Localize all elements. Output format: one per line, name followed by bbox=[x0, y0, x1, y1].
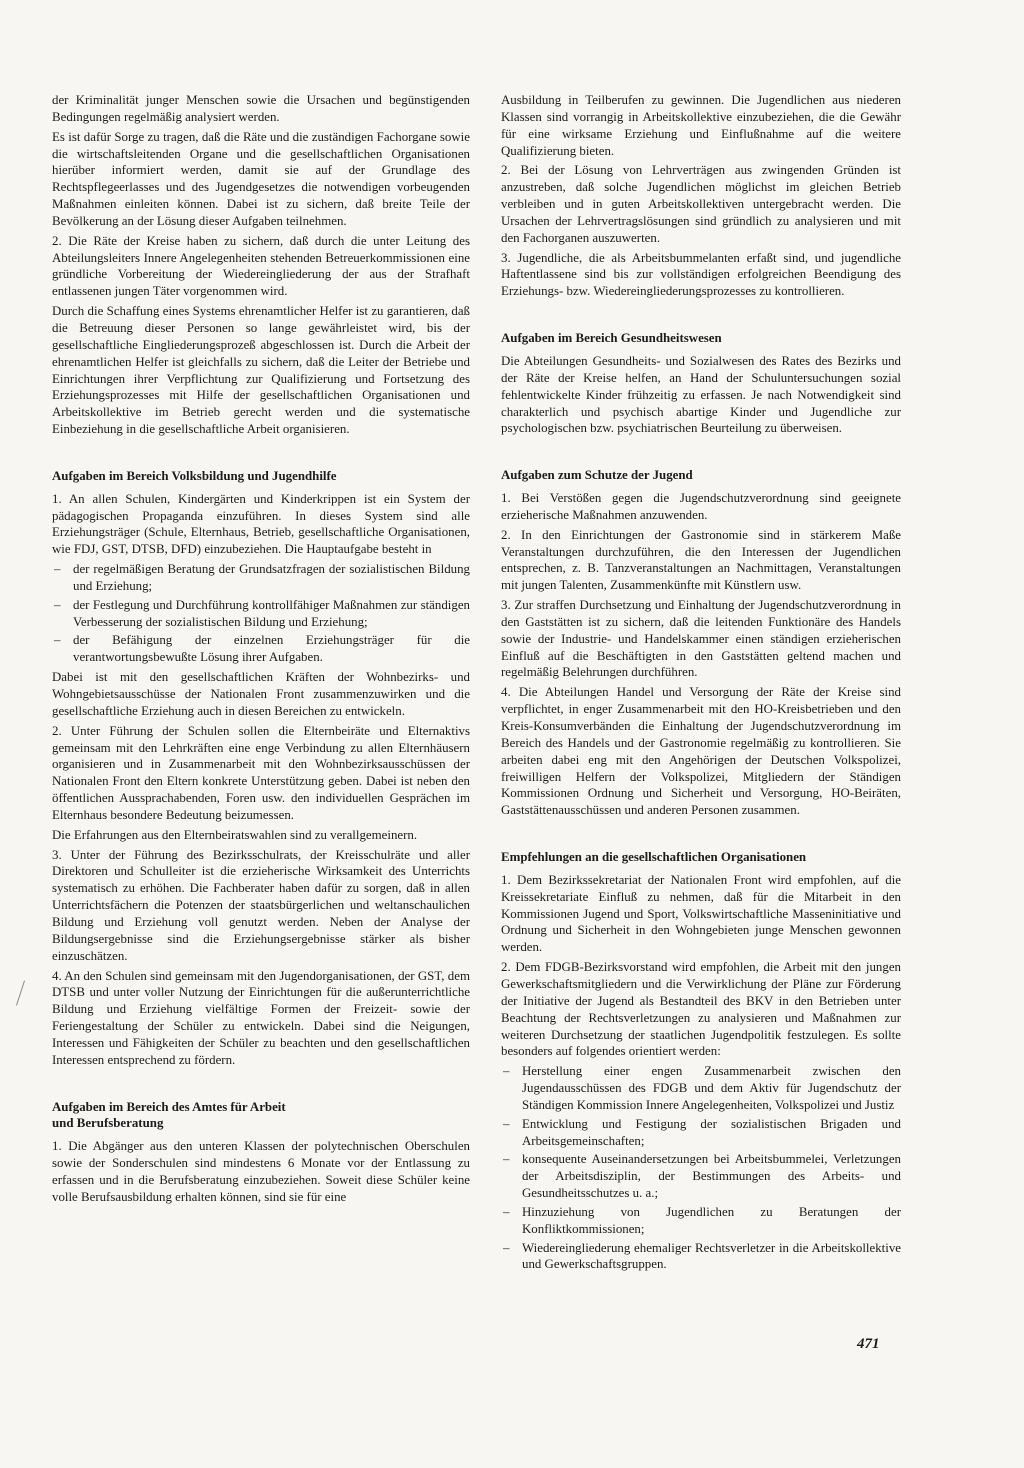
paragraph: Die Abteilungen Gesundheits- und Sozialwesen des Rates des Bezirks und der Räte der Kreise helfen, an Hand der Schuluntersuchungen sozial fehlentwickelte Kinder frühzeitig zu erfassen. Je nach Notwendigkeit sind charakterlich und psychisch abartige Kinder und Jugendliche zur psychologischen bzw. psychiatrischen Beurteilung zu überweisen. bbox=[501, 353, 901, 436]
paragraph: 2. Unter Führung der Schulen sollen die Elternbeiräte und Elternaktivs gemeinsam mit den Lehrkräften eine enge Verbindung zu allen Elternhäusern organisieren und in Zusammenarbeit mit den Wohnbezirksausschüssen der Nationalen Front den Eltern konkrete Unterstützung geben. Dabei ist neben den öffentlichen Aussprachabenden, Foren usw. den individuellen Gesprächen im Elternhaus besondere Bedeutung beizumessen. bbox=[52, 723, 470, 822]
left-column bbox=[52, 92, 470, 1209]
paragraph: Durch die Schaffung eines Systems ehrenamtlicher Helfer ist zu garantieren, daß die Betreuung dieser Personen so lange gewährleistet wird, bis der gesellschaftliche Eingliederungsprozeß abgeschlossen ist. Durch die Arbeit der ehrenamtlichen Helfer ist gleichfalls zu sichern, daß die Leiter der Betriebe und Einrichtungen ihrer Verpflichtung zur Qualifizierung und Fortsetzung des Erziehungsprozesses mit Hilfe der gesellschaftlichen Organisationen und Arbeitskollektive im Betrieb gerecht werden und die systematische Einbeziehung in die gesellschaftliche Arbeit organisieren. bbox=[52, 304, 470, 437]
paragraph: 2. Bei der Lösung von Lehrverträgen aus zwingenden Gründen ist anzustreben, daß solche Jugendlichen möglichst im gleichen Betrieb verbleiben und in guten Arbeitskollektiven untergebracht werden. Die Ursachen der Lehrvertragslösungen sind gründlich zu analysieren und mit den Fachorganen auszuwerten. bbox=[501, 163, 901, 245]
dash-list bbox=[501, 1063, 901, 1273]
list-item: – Entwicklung und Festigung der sozialistischen Brigaden und Arbeitsgemeinschaften; bbox=[501, 1116, 901, 1150]
paragraph: 2. In den Einrichtungen der Gastronomie sind in stärkerem Maße Veranstaltungen durchzuführen, die den Interessen der Jugendlichen entsprechen, z. B. Tanzveranstaltungen an Nachmittagen, Veranstaltungen mit jungen Talenten, Zusammenkünfte mit Künstlern usw. bbox=[501, 527, 901, 593]
section-heading-amt-arbeit: Aufgaben im Bereich des Amtes für Arbeit bbox=[52, 1099, 286, 1114]
paragraph: Die Erfahrungen aus den Elternbeiratswahlen sind zu verallgemeinern. bbox=[52, 827, 418, 842]
paragraph: 4. Die Abteilungen Handel und Versorgung der Räte der Kreise sind verpflichtet, in enger Zusammenarbeit mit den HO-Kreisbetrieben und den Kreis-Konsumverbänden die Einhaltung der Jugendschutzverordnung im Bereich des Handels und der Gastronomie regelmäßig zu kontrollieren. Sie arbeiten dabei eng mit den Angehörigen der Deutschen Volkspolizei, freiwilligen Helfern der Volkspolizei, Mitgliedern der Ständigen Kommissionen Ordnung und Sicherheit und Versorgung, HO-Beiräten, Gaststättenausschüssen und anderen Personen zusammen. bbox=[501, 685, 901, 818]
paragraph: 2. Dem FDGB-Bezirksvorstand wird empfohlen, die Arbeit mit den jungen Gewerkschaftsmitgliedern und die Verwirklichung der Pläne zur Förderung der Initiative der Jugend als Bestandteil des BKV in den Betrieben unter Beachtung der Rechtsverletzungen zu analysieren und Maßnahmen zur weiteren Durchsetzung der staatlichen Jugendpolitik festzulegen. Es sollte besonders auf folgendes orientiert werden: bbox=[501, 960, 901, 1059]
paragraph: 1. Die Abgänger aus den unteren Klassen der polytechnischen Oberschulen sowie der Sonderschulen sind mindestens 6 Monate vor der Entlassung zu erfassen und in die Berufsberatung einzubeziehen. Soweit diese Schüler keine volle Berufsausbildung erhalten können, sind sie für eine bbox=[52, 1139, 470, 1204]
paragraph: 3. Zur straffen Durchsetzung und Einhaltung der Jugendschutzverordnung in den Gaststätten ist zu sichern, daß die leitenden Funktionäre des Handels sowie der Industrie- und Handelskammer einen ständigen erzieherischen Einfluß auf die Beschäftigten in den Gaststätten geltend machen und regelmäßig Belehrungen durchführen. bbox=[501, 598, 901, 680]
dash-list bbox=[52, 561, 470, 666]
list-item: – der regelmäßigen Beratung der Grundsatzfragen der sozialistischen Bildung und Erziehung; bbox=[52, 561, 470, 595]
paragraph: Es ist dafür Sorge zu tragen, daß die Räte und die zuständigen Fachorgane sowie die wirtschaftsleitenden Organe und die gesellschaftlichen Organisationen hierüber informiert werden, damit sie auf der Grundlage des Rechtspflegeerlasses und des Jugendgesetzes die notwendigen vorbeugenden Maßnahmen einleiten können. Dabei ist zu sichern, daß breite Teile der Bevölkerung an der Lösung dieser Aufgaben teilnehmen. bbox=[52, 129, 470, 228]
margin-mark bbox=[16, 980, 25, 1005]
section-heading-gesundheitswesen: Aufgaben im Bereich Gesundheitswesen bbox=[501, 331, 722, 346]
section-heading-empfehlungen: Empfehlungen an die gesellschaftlichen Organisationen bbox=[501, 850, 807, 865]
paragraph: 1. An allen Schulen, Kindergärten und Kinderkrippen ist ein System der pädagogischen Propaganda einzuführen. In dieses System sind alle Erziehungsträger (Schule, Elternhaus, Betrieb, gesellschaftliche Organisationen, wie FDJ, GST, DTSB, DFD) einzubeziehen. Die Hauptaufgabe besteht in bbox=[52, 491, 470, 557]
list-item: – Herstellung einer engen Zusammenarbeit zwischen den Jugendausschüssen des FDGB und dem Aktiv für Jugendschutz der Ständigen Kommission Innere Angelegenheiten, Volkspolizei und Justiz bbox=[501, 1063, 901, 1114]
list-item: – der Festlegung und Durchführung kontrollfähiger Maßnahmen zur ständigen Verbesserung der sozialistischen Bildung und Erziehung; bbox=[52, 597, 470, 631]
paragraph: 3. Jugendliche, die als Arbeitsbummelanten erfaßt sind, und jugendliche Haftentlassene sind bis zur vollständigen erfolgreichen Beendigung des Erziehungs- bzw. Wiedereingliederungsprozesses zu kontrollieren. bbox=[501, 250, 901, 299]
section-heading-volksbildung: Aufgaben im Bereich Volksbildung und Jugendhilfe bbox=[52, 468, 337, 483]
paragraph: 1. Bei Verstößen gegen die Jugendschutzverordnung sind geeignete erzieherische Maßnahmen anzuwenden. bbox=[501, 491, 901, 522]
page-number: 471 bbox=[857, 1336, 880, 1352]
paragraph: 4. An den Schulen sind gemeinsam mit den Jugendorganisationen, der GST, dem DTSB und unter voller Nutzung der Einrichtungen für die außerunterrichtliche Bildung und Erziehung vielfältige Formen der Freizeit- sowie der Feriengestaltung der Schüler zu entwickeln. Dabei sind die Neigungen, Interessen und Fähigkeiten der Schüler zu beachten und den gesellschaftlichen Interessen entsprechend zu fördern. bbox=[52, 968, 470, 1067]
list-item: – der Befähigung der einzelnen Erziehungsträger für die verantwortungsbewußte Lösung ihrer Aufgaben. bbox=[52, 632, 470, 666]
paragraph: 3. Unter der Führung des Bezirksschulrats, der Kreisschulräte und aller Direktoren und Schulleiter ist die erzieherische Wirksamkeit des Unterrichts systematisch zu erhöhen. Die Fachberater haben dafür zu sorgen, daß in allen Unterrichtsfächern die Potenzen der staatsbürgerlichen und weltanschaulichen Bildung und Erziehung voll genutzt werden. Neben der Analyse der Bildungsergebnisse sind die Erziehungsergebnisse stärker als bisher einzuschätzen. bbox=[52, 847, 470, 963]
list-item: – konsequente Auseinandersetzungen bei Arbeitsbummelei, Verletzungen der Arbeitsdisziplin, der Bestimmungen des Arbeits- und Gesundheitsschutzes u. a.; bbox=[501, 1151, 901, 1202]
paragraph: 1. Dem Bezirkssekretariat der Nationalen Front wird empfohlen, auf die Kreissekretariate Einfluß zu nehmen, daß für die Mitarbeit in den Kommissionen Jugend und Sport, Volkswirtschaftliche Masseninitiative und Ordnung und Sicherheit in den Wohngebieten junge Menschen gewonnen werden. bbox=[501, 872, 901, 955]
paragraph: Ausbildung in Teilberufen zu gewinnen. Die Jugendlichen aus niederen Klassen sind vorrangig in Arbeitskollektive einzubeziehen, die die Gewähr für eine wirksame Erziehung und Einflußnahme auf die weitere Qualifizierung bieten. bbox=[501, 93, 901, 158]
right-column bbox=[501, 92, 901, 1276]
list-item: – Wiedereingliederung ehemaliger Rechtsverletzer in die Arbeitskollektive und Gewerkschaftsgruppen. bbox=[501, 1240, 901, 1274]
paragraph: 2. Die Räte der Kreise haben zu sichern, daß durch die unter Leitung des Abteilungsleiters Innere Angelegenheiten stehenden Betreuerkommissionen eine gründliche Vorbereitung der Wiedereingliederung der aus der Strafhaft entlassenen jungen Täter vorgenommen wird. bbox=[52, 233, 470, 299]
list-item: – Hinzuziehung von Jugendlichen zu Beratungen der Konfliktkommissionen; bbox=[501, 1204, 901, 1238]
section-heading-amt-arbeit-line2: und Berufsberatung bbox=[52, 1116, 164, 1131]
paragraph: Dabei ist mit den gesellschaftlichen Kräften der Wohnbezirks- und Wohngebietsausschüsse der Nationalen Front zusammenzuwirken und die gesellschaftliche Erziehung auch in diesen Bereichen zu entwickeln. bbox=[52, 670, 470, 718]
paragraph: der Kriminalität junger Menschen sowie die Ursachen und begünstigenden Bedingungen regelmäßig analysiert werden. bbox=[52, 93, 470, 124]
section-heading-schutz-jugend: Aufgaben zum Schutze der Jugend bbox=[501, 468, 693, 483]
